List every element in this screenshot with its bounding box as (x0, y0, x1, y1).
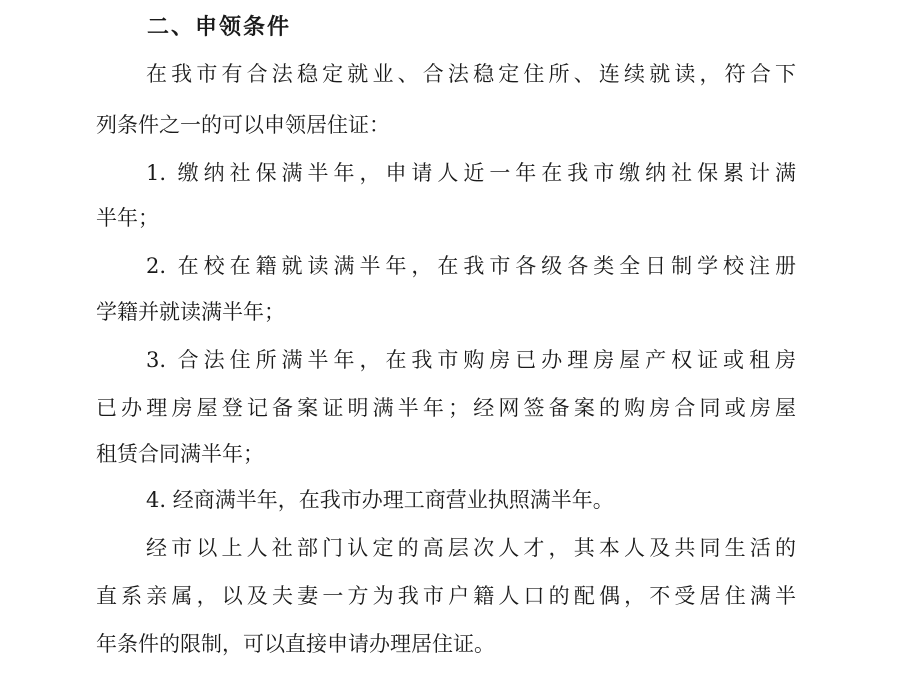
item-3-line-1: 3. 合法住所满半年，在我市购房已办理房屋产权证或租房 (146, 348, 796, 372)
exception-line-1: 经市以上人社部门认定的高层次人才，其本人及共同生活的 (146, 536, 796, 560)
intro-line-1: 在我市有合法稳定就业、合法稳定住所、连续就读，符合下 (146, 62, 796, 86)
item-3-line-3: 租赁合同满半年； (96, 442, 264, 466)
section-heading: 二、申领条件 (147, 15, 292, 40)
intro-line-2: 列条件之一的可以申领居住证： (96, 113, 390, 137)
item-2-line-2: 学籍并就读满半年； (96, 300, 285, 324)
item-1-line-2: 半年； (96, 206, 159, 230)
exception-line-2: 直系亲属，以及夫妻一方为我市户籍人口的配偶，不受居住满半 (96, 584, 796, 608)
item-1-line-1: 1. 缴纳社保满半年，申请人近一年在我市缴纳社保累计满 (146, 161, 796, 185)
item-2-line-1: 2. 在校在籍就读满半年，在我市各级各类全日制学校注册 (146, 254, 796, 278)
item-4-line-1: 4. 经商满半年，在我市办理工商营业执照满半年。 (146, 488, 614, 512)
exception-line-3: 年条件的限制，可以直接申请办理居住证。 (96, 632, 495, 656)
item-3-line-2: 已办理房屋登记备案证明满半年；经网签备案的购房合同或房屋 (96, 396, 796, 420)
